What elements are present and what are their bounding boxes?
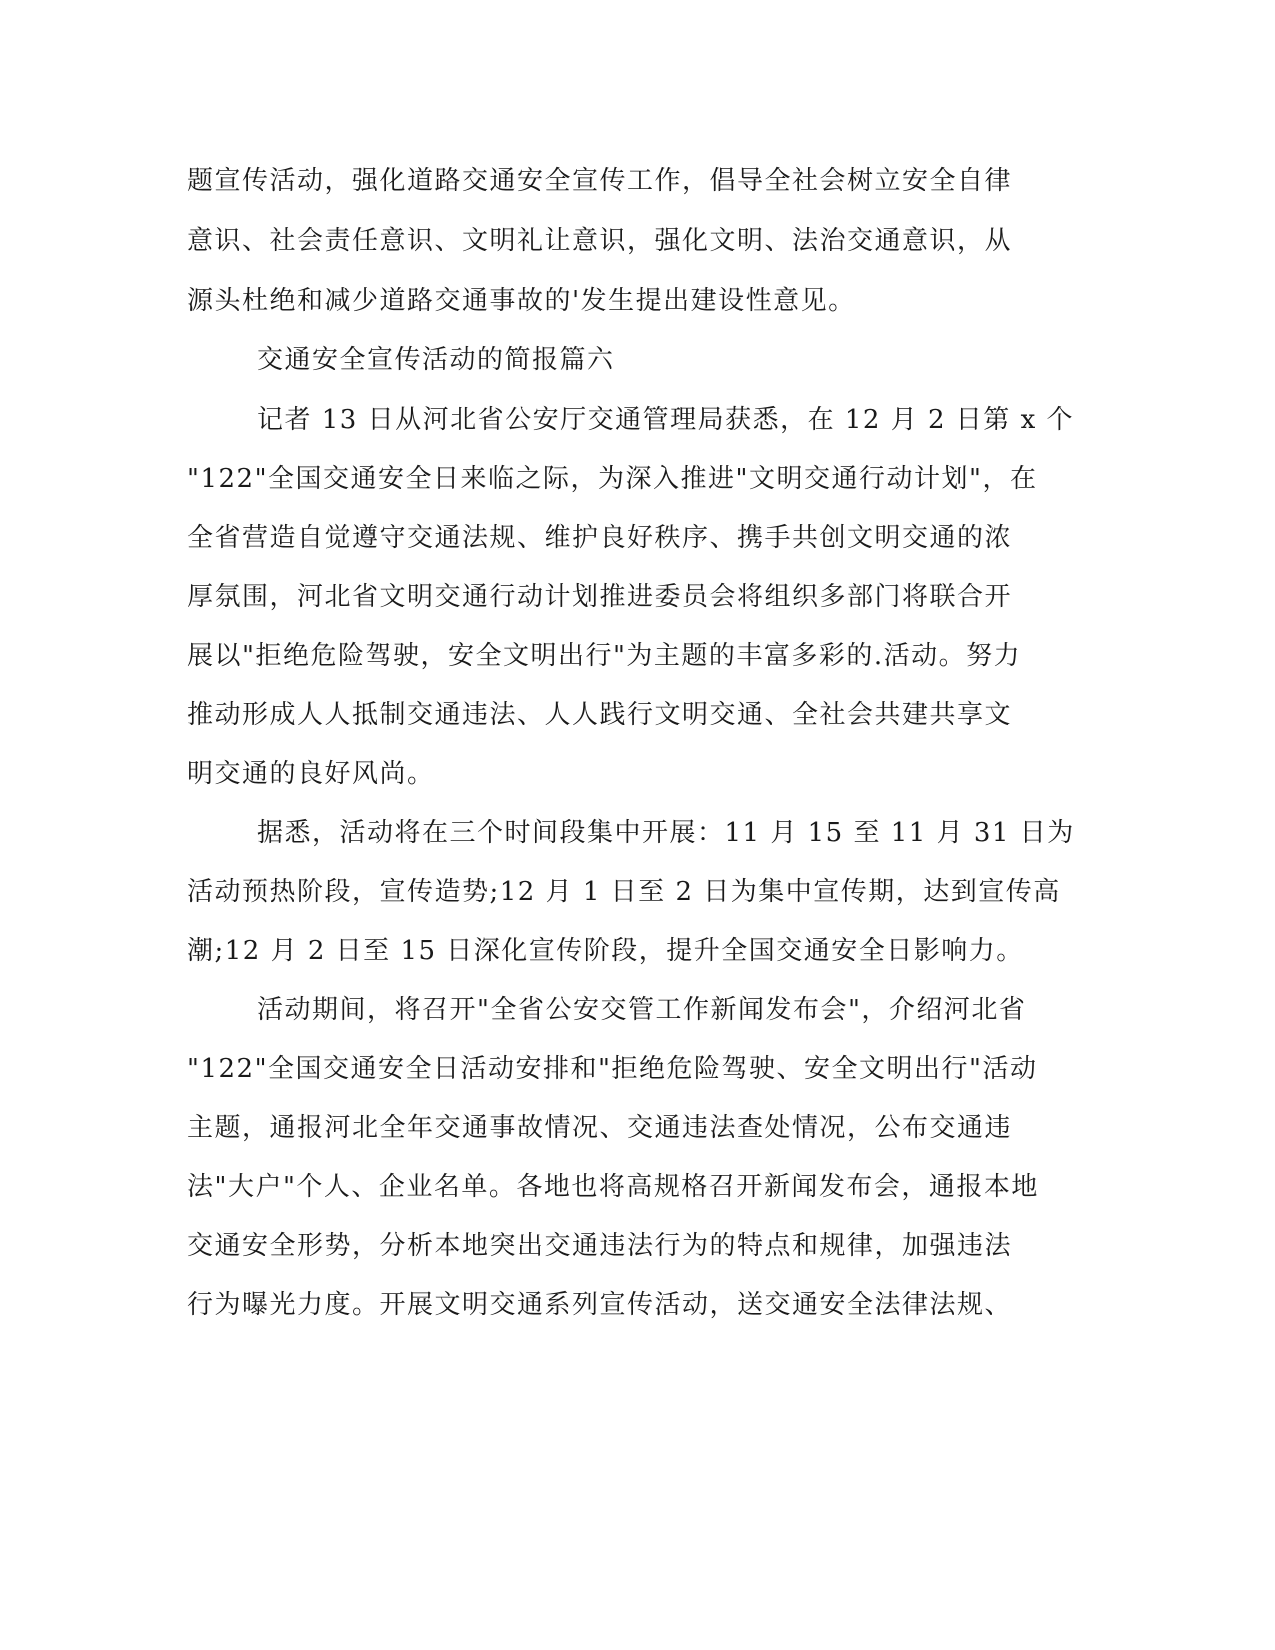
text-line: 主题，通报河北全年交通事故情况、交通违法查处情况，公布交通违 — [187, 1113, 1013, 1143]
text-line: 展以"拒绝危险驾驶，安全文明出行"为主题的丰富多彩的.活动。努力 — [187, 641, 1022, 671]
text-line: 行为曝光力度。开展文明交通系列宣传活动，送交通安全法律法规、 — [187, 1290, 1013, 1320]
text-line: 潮;12 月 2 日至 15 日深化宣传阶段，提升全国交通安全日影响力。 — [187, 936, 1024, 966]
text-line: 全省营造自觉遵守交通法规、维护良好秩序、携手共创文明交通的浓 — [187, 523, 1013, 553]
text-line: 记者 13 日从河北省公安厅交通管理局获悉，在 12 月 2 日第 x 个 — [257, 405, 1074, 435]
text-line: 交通安全形势，分析本地突出交通违法行为的特点和规律，加强违法 — [187, 1231, 1013, 1261]
text-line: 活动期间，将召开"全省公安交管工作新闻发布会"，介绍河北省 — [257, 995, 1027, 1025]
text-line: 活动预热阶段，宣传造势;12 月 1 日至 2 日为集中宣传期，达到宣传高 — [187, 877, 1061, 907]
section-heading: 交通安全宣传活动的简报篇六 — [257, 345, 615, 375]
text-line: 法"大户"个人、企业名单。各地也将高规格召开新闻发布会，通报本地 — [187, 1172, 1039, 1202]
text-line: 厚氛围，河北省文明交通行动计划推进委员会将组织多部门将联合开 — [187, 582, 1013, 612]
text-line: "122"全国交通安全日活动安排和"拒绝危险驾驶、安全文明出行"活动 — [187, 1054, 1038, 1084]
text-line: 明交通的良好风尚。 — [187, 759, 435, 789]
text-line: 源头杜绝和减少道路交通事故的'发生提出建设性意见。 — [187, 286, 856, 316]
text-line: "122"全国交通安全日来临之际，为深入推进"文明交通行动计划"，在 — [187, 464, 1038, 494]
text-line: 推动形成人人抵制交通违法、人人践行文明交通、全社会共建共享文 — [187, 700, 1013, 730]
text-line: 题宣传活动，强化道路交通安全宣传工作，倡导全社会树立安全自律 — [187, 166, 1013, 196]
text-line: 意识、社会责任意识、文明礼让意识，强化文明、法治交通意识，从 — [187, 226, 1013, 256]
text-line: 据悉，活动将在三个时间段集中开展：11 月 15 至 11 月 31 日为 — [257, 818, 1075, 848]
